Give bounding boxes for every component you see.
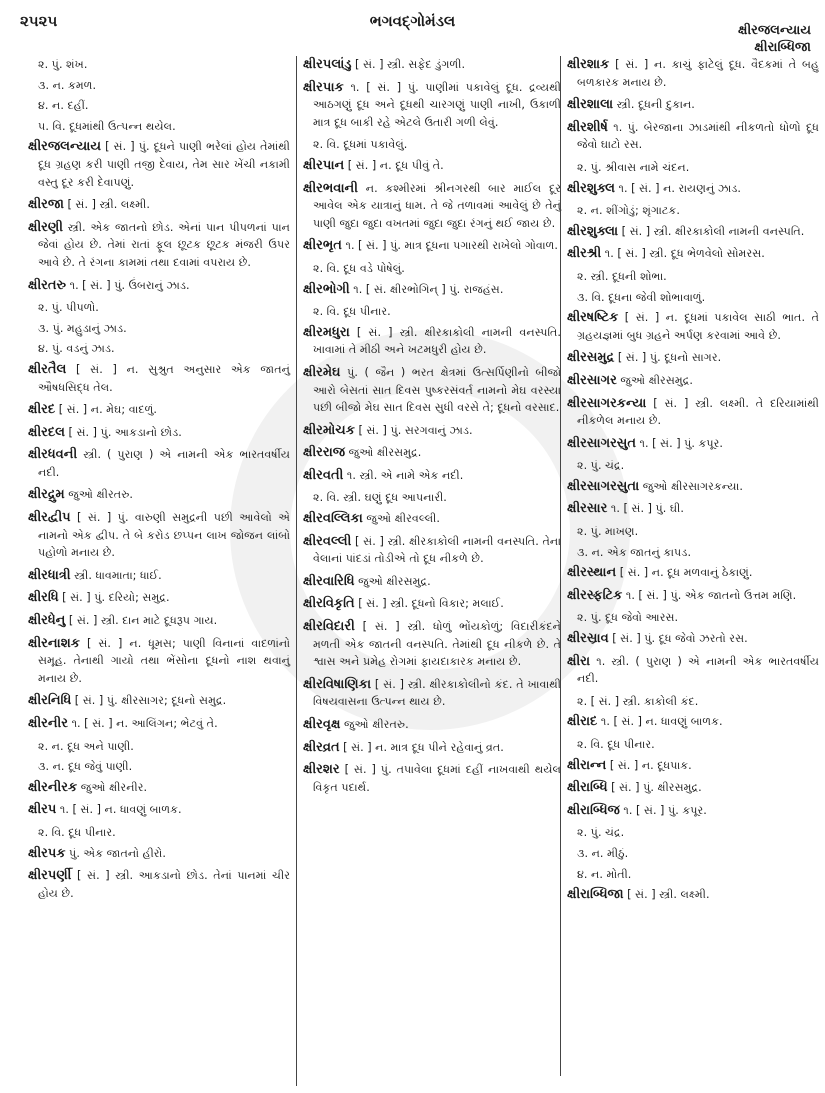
headword: ક્ષીરધવની (28, 447, 78, 463)
headword: ક્ષીરાદ (567, 714, 598, 730)
definition-text: જુઓ ક્ષીરસાગરકન્યા. (639, 479, 743, 493)
headword: ક્ષીરવિષાણિકા (303, 676, 372, 692)
definition-text: [ સં. ] પું. ક્ષીરસાગર; દૂધનો સમુદ્ર. (71, 694, 227, 708)
dictionary-entry (28, 612, 290, 630)
headword: ક્ષીરપક (28, 845, 66, 861)
dictionary-entry (567, 349, 819, 367)
sub-sense (567, 824, 819, 842)
definition-text: ૨. પું. ચંદ્ર. (577, 459, 625, 473)
definition-text: ૫. વિ. દૂધમાંથી ઉત્પન્ન થયેલ. (38, 119, 176, 133)
headword: ક્ષીરદ્રુમ (28, 487, 65, 503)
definition-text: ૨. વિ. સ્ત્રી. ઘણું દૂધ આપનારી. (313, 491, 447, 505)
definition-text: [ સં. ] ન. ધૂમસ; પાણી વિનાનાં વાદળાંનો સમૂહ. તેનાથી ગાયો તથા ભેંસોના દૂધનો નાશ થવાનું મનાય છે. (38, 636, 290, 685)
dictionary-entry (567, 713, 819, 731)
dictionary-entry (28, 424, 290, 442)
definition-text: ૨. પું. શંખ. (38, 58, 88, 71)
column-2 (296, 56, 561, 1086)
headword: ક્ષીરભૃત (303, 238, 342, 254)
headword: ક્ષીરભવાની (303, 180, 358, 196)
definition-text: ૨. સ્ત્રી. દૂધની શોભા. (577, 269, 667, 283)
sub-sense (567, 866, 819, 884)
headword: ક્ષીરધાત્રી (28, 567, 71, 583)
definition-text: [ સં. ] પું. દૂધને પાણી ભરેલાં હોય તેમાંથી દૂધ ગ્રહણ કરી પાણી તજી દેવાય, તેમ સાર ખેંચી નકામી વસ્તુ દૂર કરી દેવાપણું. (38, 140, 290, 189)
headword: ક્ષીરપર્ણી (28, 868, 72, 884)
headword: ક્ષીરવિકૃતિ (303, 596, 355, 612)
definition-text: ૨. વિ. દૂધ પીનાર. (38, 825, 116, 839)
definition-text: જુઓ ક્ષીરતરુ. (64, 488, 133, 502)
sub-sense (28, 738, 290, 756)
dictionary-entry (303, 180, 561, 233)
definition-text: [ સં. ] સ્ત્રી. ક્ષીરકાકોલીનો કંદ. તે ખાવાથી વિષયવાસના ઉત્પન્ન થાય છે. (313, 677, 561, 709)
definition-text: ૨. પું. પીપળો. (38, 301, 99, 315)
dictionary-entry (28, 138, 290, 191)
sub-sense (28, 340, 290, 358)
definition-text: ૧. [ સં. ક્ષીરભોગિન્ ] પું. રાજહંસ. (349, 282, 504, 296)
headword: ક્ષીરતૈલ (28, 361, 67, 377)
definition-text: ૨. ન. દૂધ અને પાણી. (38, 739, 134, 753)
sub-sense (28, 77, 290, 95)
definition-text: [ સં. ] સ્ત્રી. દૂધનો વિકાર; મલાઈ. (354, 597, 504, 611)
definition-text: [ સં. ] સ્ત્રી. લક્ષ્મી. તે દરિયામાંથી નીકળેલ મનાય છે. (577, 396, 819, 428)
definition-text: ૧. [ સં. ] પું. ઉંબરાનું ઝાડ. (66, 278, 190, 292)
running-title: ભગવદ્ગોમંડલ (369, 12, 456, 30)
sub-sense (567, 609, 819, 627)
definition-text: [ સં. ] પું. દૂધ જેવો ઝરતો રસ. (608, 632, 748, 646)
definition-text: ૩. ન. મીઠું. (577, 846, 629, 860)
dictionary-entry (567, 653, 819, 688)
dictionary-entry (28, 486, 290, 504)
definition-text: [ સં. ] ન. કાચું ફાટેલું દૂધ. વૈદકમાં તે બહુ બળકારક મનાય છે. (577, 58, 819, 89)
column-1 (28, 56, 290, 907)
dictionary-entry (567, 779, 819, 797)
dictionary-entry (567, 56, 819, 91)
definition-text: ૧. [ સં. ] પું. ઘી. (607, 502, 684, 516)
headword: ક્ષીરષષ્ટિક (567, 310, 619, 326)
dictionary-entry (303, 237, 561, 255)
headword: ક્ષીરસાગરસુત (567, 435, 636, 451)
headword: ક્ષીરસ્ફટિક (567, 587, 623, 603)
definition-text: [ સં. ] ન. દૂધમાં પકાવેલ સાઠી ભાત. તે ગ્રહયજ્ઞમાં બુધ ગ્રહને અર્પણ કરવામાં આવે છે. (577, 311, 819, 342)
headword: ક્ષીરવૃક્ષ (303, 717, 341, 732)
dictionary-entry (28, 277, 290, 295)
definition-text: [ સં. ] ન. સુશ્રુત અનુસાર એક જાતનું ઔષધસિદ્ધ તેલ. (38, 362, 290, 394)
page-number: ૨૫૨૫ (20, 12, 58, 30)
page-header (0, 10, 825, 60)
definition-text: ન. કશ્મીરમાં શ્રીનગરથી બાર માઈલ દૂર આવેલ એક યાત્રાનું ધામ. તે જે તળાવમાં આવેલું છે તેનું પાણી જુદા જુદા વખતમાં જુદા જુદા રંગનું થઈ જાય છે. (313, 181, 561, 230)
headword: ક્ષીરવલ્લી (303, 533, 352, 549)
definition-text: [ સં. ] પું. દૂધનો સાગર. (614, 351, 722, 365)
sub-sense (567, 845, 819, 863)
dictionary-entry (567, 500, 819, 518)
headword: ક્ષીરમેઘ (303, 364, 341, 380)
sub-sense (567, 523, 819, 541)
definition-text: [ સં. ] સ્ત્રી. ધોળું ભોંયકોળું; વિદારીકંદને મળતી એક જાતની વનસ્પતિ. તેમાંથી દૂધ નીકળે છે. તે શ્વાસ અને પ્રમેહ રોગમાં ફાયદાકારક મનાય છે. (313, 620, 561, 669)
headword: ક્ષીરપાન (303, 157, 345, 173)
dictionary-entry (567, 757, 819, 775)
headword: ક્ષીરસમુદ્ર (567, 350, 615, 366)
headword: ક્ષીરશર (303, 762, 340, 778)
definition-text: ૧. [ સં. ] ન. ધાવણું બાળક. (56, 803, 182, 817)
dictionary-entry (28, 589, 290, 607)
headword: ક્ષીરનીરક (28, 779, 78, 795)
dictionary-entry (567, 886, 819, 904)
definition-text: સ્ત્રી. એક જાતનો છોડ. એનાં પાન પીપળનાં પાન જેવાં હોય છે. તેમાં રાતાં ફૂલ છૂટક છૂટક મંજરી ઉપર આવે છે. તે રંગના કામમાં તથા દવામાં વપરાય છે. (38, 220, 290, 269)
headword: ક્ષીરશ્રી (567, 246, 602, 262)
dictionary-entry (567, 245, 819, 263)
dictionary-entry (303, 573, 561, 591)
column-3 (560, 56, 819, 1076)
definition-text: ૨. વિ. દૂધ પીનાર. (313, 305, 391, 319)
columns (0, 56, 825, 1086)
guide-word-last: ક્ષીરાબ્ધિજા (754, 40, 811, 55)
headword: ક્ષીરનાશક (28, 635, 80, 651)
dictionary-entry (303, 364, 561, 417)
definition-text: ૧. [ સં. ] પું. પાણીમાં પકાવેલું દૂધ. દ્રવ્યથી આઠગણું દૂધ અને દૂધથી ચારગણું પાણી નાખી, ઉકાળી માત્ર દૂધ બાકી રહે એટલે ઉતારી ગળી લેવું. (313, 80, 561, 129)
sub-sense (28, 97, 290, 115)
dictionary-entry (303, 510, 561, 528)
dictionary-entry (567, 630, 819, 648)
definition-text: [ સં. ] ન. દૂધપાક. (606, 758, 692, 772)
definition-text: ૧. [ સં. ] ન. ધાવણું બાળક. (597, 715, 723, 729)
definition-text: ૧. [ સં. ] પું. કપૂર. (619, 803, 707, 817)
headword: ક્ષીરશુક્લ (567, 180, 615, 196)
headword: ક્ષીરપ (28, 802, 57, 818)
sub-sense (567, 202, 819, 220)
definition-text: ૪. ન. મોતી. (577, 867, 632, 881)
sub-sense (567, 457, 819, 475)
sub-sense (28, 758, 290, 776)
definition-text: ૩. વિ. દૂધના જેવી શોભાવાળું. (577, 290, 706, 304)
definition-text: ૧. [ સં. ] ન. રાયણનું ઝાડ. (614, 181, 741, 195)
dictionary-entry (303, 761, 561, 796)
definition-text: જુઓ ક્ષીરસમુદ્ર. (345, 446, 422, 460)
dictionary-entry (567, 96, 819, 114)
definition-text: ૩. પું. મહુડાનું ઝાડ. (38, 321, 127, 335)
headword: ક્ષીરણી (28, 219, 63, 235)
dictionary-entry (28, 401, 290, 419)
headword: ક્ષીરસાગરસુતા (567, 478, 640, 494)
dictionary-entry (567, 309, 819, 344)
dictionary-entry (28, 801, 290, 819)
sub-sense (567, 159, 819, 177)
definition-text: ૧. [ સં. ] પું. એક જાતનો ઉત્તમ મણિ. (622, 588, 797, 602)
dictionary-entry (567, 435, 819, 453)
definition-text: [ સં. ] સ્ત્રી. ક્ષીરકાકોલી નામની વનસ્પતિ. તેના વેલાનાં પાંદડાં તોડીએ તો દૂધ નીકળે છે. (313, 534, 561, 566)
dictionary-entry (567, 802, 819, 820)
definition-text: [ સં. ] સ્ત્રી. દાન માટે દૂધરૂપ ગાય. (65, 614, 218, 628)
definition-text: [ સં. ] સ્ત્રી. ક્ષીરકાકોલી નામની વનસ્પતિ. (618, 224, 805, 238)
sub-sense (567, 289, 819, 307)
headword: ક્ષીરવતી (303, 467, 344, 483)
definition-text: જુઓ ક્ષીરવલ્લી. (362, 512, 440, 526)
dictionary-entry (567, 372, 819, 390)
dictionary-entry (303, 281, 561, 299)
dictionary-entry (28, 361, 290, 396)
sub-sense (303, 489, 561, 507)
dictionary-entry (567, 395, 819, 430)
headword: ક્ષીરપલાંડુ (303, 57, 352, 72)
dictionary-entry (567, 119, 819, 154)
dictionary-entry (303, 533, 561, 568)
headword: ક્ષીરભોગી (303, 281, 350, 297)
definition-text: [ સં. ] ન. મેઘ; વાદળું. (55, 403, 157, 417)
headword: ક્ષીરશીર્ષ (567, 119, 608, 135)
headword: ક્ષીરનીર (28, 716, 69, 731)
definition-text: સ્ત્રી. દૂધની દુકાન. (613, 98, 695, 112)
sub-sense (28, 118, 290, 136)
dictionary-entry (28, 446, 290, 481)
definition-text: ૨. વિ. દૂધ પીનાર. (577, 738, 655, 751)
definition-text: [ સં. ] પું. સરગવાનું ઝાડ. (354, 423, 473, 437)
headword: ક્ષીરવ્રત (303, 739, 340, 755)
definition-text: ૧. સ્ત્રી. એ નામે એક નદી. (343, 468, 464, 482)
dictionary-entry (303, 444, 561, 462)
sub-sense (303, 260, 561, 278)
dictionary-entry (303, 324, 561, 359)
definition-text: જુઓ ક્ષીરસમુદ્ર. (354, 574, 431, 588)
headword: ક્ષીરાબ્ધિ (567, 780, 608, 796)
dictionary-entry (567, 478, 819, 496)
sub-sense (567, 268, 819, 286)
definition-text: ૨. પું. માખણ. (577, 525, 639, 539)
definition-text: [ સં. ] પું. તપાવેલા દૂધમાં દહીં નાખવાથી થયેલ વિકૃત પદાર્થ. (313, 763, 561, 794)
sub-sense (28, 824, 290, 842)
sub-sense (567, 736, 819, 754)
headword: ક્ષીરસાગરકન્યા (567, 395, 647, 411)
headword: ક્ષીરશાક (567, 57, 610, 72)
dictionary-entry (303, 618, 561, 671)
definition-text: [ સં. ] પું. દરિયો; સમુદ્ર. (58, 591, 170, 605)
definition-text: ૨. ન. શીંગોડું; શૃંગાટક. (577, 204, 680, 218)
dictionary-entry (28, 779, 290, 797)
headword: ક્ષીરા (567, 653, 591, 669)
headword: ક્ષીરશુક્લા (567, 223, 619, 239)
headword: ક્ષીરદલ (28, 424, 65, 440)
definition-text: ૩. ન. કમળ. (38, 78, 97, 92)
definition-text: [ સં. ] સ્ત્રી. ક્ષીરકાકોલી નામની વનસ્પતિ. ખાવામાં તે મીઠી અને ખટમધુરી હોય છે. (313, 325, 561, 357)
headword: ક્ષીરાબ્ધિજા (567, 887, 624, 903)
guide-word-first: ક્ષીરજલન્યાય (738, 23, 811, 38)
dictionary-entry (28, 635, 290, 688)
definition-text: [ સં. ] પું. વારુણી સમુદ્રની પછી આવેલો એ નામનો એક દ્વીપ. તે બે કરોડ છપ્પન લાખ જોજન લાંબો પહોળો મનાય છે. (38, 511, 290, 560)
dictionary-entry (303, 79, 561, 132)
definition-text: ૨. [ સં. ] સ્ત્રી. કાકોલી કંદ. (577, 694, 699, 708)
dictionary-entry (303, 716, 561, 734)
definition-text: ૧. [ સં. ] પું. માત્ર દૂધના પગારથી રાખેલો ગોવાળ. (341, 239, 558, 253)
definition-text: [ સં. ] ન. માત્ર દૂધ પીને રહેવાનું વ્રત. (339, 740, 504, 754)
dictionary-entry (303, 595, 561, 613)
definition-text: જુઓ ક્ષીરનીર. (77, 780, 148, 794)
definition-text: ૨. પું. ચંદ્ર. (577, 826, 625, 840)
headword: ક્ષીરતરુ (28, 277, 67, 293)
definition-text: જુઓ ક્ષીરસમુદ્ર. (616, 373, 693, 387)
definition-text: પું. ( જૈન ) ભરત ક્ષેત્રમાં ઉત્સર્પિણીનો બીજો આરો બેસતાં સાત દિવસ પુષ્કરસંવર્ત નામનો મેઘ વરસ્યા પછી બીજો મેઘ સાત દિવસ સુધી વરસે તે; દૂધનો વરસાદ. (313, 365, 561, 415)
headword: ક્ષીરરાજ (303, 445, 346, 461)
definition-text: ૧. [ સં. ] પું. કપૂર. (635, 436, 723, 450)
headword: ક્ષીરધેનુ (28, 613, 66, 629)
sub-sense (303, 303, 561, 321)
definition-text: [ સં. ] ન. દૂધ મળવાનું ઠેકાણું. (616, 566, 753, 580)
definition-text: [ સં. ] ન. દૂધ પીવું તે. (344, 158, 444, 172)
definition-text: [ સં. ] સ્ત્રી. લક્ષ્મી. (623, 888, 710, 902)
headword: ક્ષીરસાર (567, 501, 608, 517)
sub-sense (567, 544, 819, 562)
definition-text: ૧. પું. બેરજાના ઝાડમાંથી નીકળતો ધોળો દૂધ જેવો ઘાટો રસ. (577, 120, 819, 152)
dictionary-entry (303, 739, 561, 757)
sub-sense (303, 136, 561, 154)
definition-text: [ સં. ] સ્ત્રી. સફેદ ડુંગળી. (351, 58, 466, 71)
dictionary-entry (28, 692, 290, 710)
definition-text: ૧. [ સં. ] ન. આલિંગન; ભેટવું તે. (68, 717, 218, 730)
headword: ક્ષીરદ્વીપ (28, 510, 71, 526)
dictionary-entry (567, 223, 819, 241)
sub-sense (28, 299, 290, 317)
headword: ક્ષીરાબ્ધિજ (567, 802, 620, 818)
definition-text: ૨. વિ. દૂધ વડે પોષેલું. (313, 261, 405, 275)
sub-sense (28, 320, 290, 338)
dictionary-entry (28, 196, 290, 214)
headword: ક્ષીરાન્ન (567, 757, 607, 773)
headword: ક્ષીરજા (28, 197, 64, 213)
definition-text: સ્ત્રી. ( પુરાણ ) એ નામની એક ભારતવર્ષીય નદી. (38, 448, 290, 479)
definition-text: ૧. [ સં. ] સ્ત્રી. દૂધ ભેળવેલો સોમરસ. (601, 247, 765, 261)
definition-text: ૧. સ્ત્રી. ( પુરાણ ) એ નામની એક ભારતવર્ષીય નદી. (577, 654, 819, 686)
definition-text: સ્ત્રી. ધાવમાતા; ધાઈ. (70, 568, 162, 582)
headword: ક્ષીરમધુરા (303, 324, 350, 340)
dictionary-entry (303, 467, 561, 485)
dictionary-entry (28, 219, 290, 272)
dictionary-entry (28, 567, 290, 585)
dictionary-entry (567, 180, 819, 198)
dictionary-entry (303, 422, 561, 440)
headword: ક્ષીરસ્રાવ (567, 631, 609, 647)
headword: ક્ષીરવારિધિ (303, 573, 355, 589)
headword: ક્ષીરશાલા (567, 97, 614, 113)
headword: ક્ષીરનિધિ (28, 693, 72, 709)
sub-sense (28, 56, 290, 74)
headword: ક્ષીરમોચક (303, 422, 355, 438)
definition-text: ૩. ન. દૂધ જેવું પાણી. (38, 760, 133, 774)
definition-text: પું. એક જાતનો હીરો. (65, 846, 166, 860)
sub-sense (567, 693, 819, 711)
headword: ક્ષીરદ (28, 402, 56, 418)
definition-text: [ સં. ] સ્ત્રી. આકડાનો છોડ. તેનાં પાનમાં ચીર હોય છે. (38, 869, 290, 900)
headword: ક્ષીરસાગર (567, 372, 617, 388)
definition-text: [ સં. ] પું. ક્ષીરસમુદ્ર. (607, 781, 702, 795)
definition-text: ૪. ન. દહીં. (38, 99, 89, 113)
headword: ક્ષીરસ્થાન (567, 565, 617, 581)
guide-words (738, 22, 811, 56)
headword: ક્ષીરવલ્લિકા (303, 511, 363, 527)
dictionary-entry (303, 157, 561, 175)
dictionary-entry (28, 845, 290, 863)
headword: ક્ષીરપાક (303, 79, 344, 95)
definition-text: ૩. ન. એક જાતનું કાપડ. (577, 545, 692, 559)
headword: ક્ષીરધિ (28, 590, 59, 606)
dictionary-entry (567, 587, 819, 605)
dictionary-entry (567, 564, 819, 582)
headword: ક્ષીરજલન્યાય (28, 139, 101, 155)
dictionary-entry (28, 715, 290, 733)
headword: ક્ષીરવિદારી (303, 619, 355, 635)
definition-text: ૨. પું. દૂધ જેવો આરસ. (577, 611, 679, 625)
dictionary-entry (28, 867, 290, 902)
dictionary-entry (303, 676, 561, 711)
definition-text: જુઓ ક્ષીરતરુ. (340, 718, 409, 731)
definition-text: [ સં. ] પું. આકડાનો છોડ. (64, 425, 182, 439)
dictionary-entry (303, 56, 561, 74)
dictionary-entry (28, 509, 290, 562)
definition-text: ૨. પું. શ્રીવાસ નામે ચંદન. (577, 160, 690, 174)
definition-text: ૨. વિ. દૂધમાં પકાવેલું. (313, 138, 408, 152)
definition-text: ૪. પું. વડનું ઝાડ. (38, 342, 115, 356)
definition-text: [ સં. ] સ્ત્રી. લક્ષ્મી. (63, 198, 150, 212)
